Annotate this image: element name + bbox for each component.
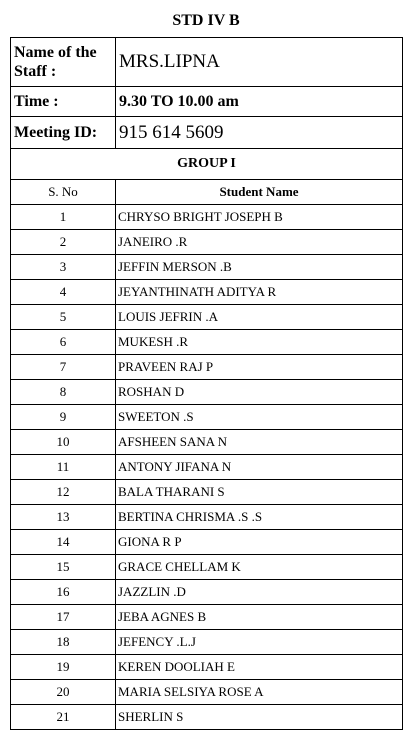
student-name: MARIA SELSIYA ROSE A — [116, 680, 403, 705]
sno-header: S. No — [11, 180, 116, 205]
table-row — [11, 405, 403, 430]
student-number: 20 — [11, 680, 116, 705]
table-row — [11, 205, 403, 230]
table-row — [11, 655, 403, 680]
table-row — [11, 580, 403, 605]
student-name: ANTONY JIFANA N — [116, 455, 403, 480]
table-row — [11, 380, 403, 405]
table-row — [11, 705, 403, 730]
table-row — [11, 555, 403, 580]
student-number: 3 — [11, 255, 116, 280]
student-number: 11 — [11, 455, 116, 480]
table-row — [11, 680, 403, 705]
student-number: 9 — [11, 405, 116, 430]
time-row — [11, 87, 403, 117]
student-name-header: Student Name — [116, 180, 403, 205]
student-name: KEREN DOOLIAH E — [116, 655, 403, 680]
student-number: 14 — [11, 530, 116, 555]
time-label: Time : — [11, 87, 116, 117]
student-name: BERTINA CHRISMA .S .S — [116, 505, 403, 530]
student-number: 13 — [11, 505, 116, 530]
student-number: 1 — [11, 205, 116, 230]
student-number: 2 — [11, 230, 116, 255]
staff-value: MRS.LIPNA — [116, 38, 403, 87]
student-number: 16 — [11, 580, 116, 605]
table-row — [11, 505, 403, 530]
table-row — [11, 480, 403, 505]
table-row — [11, 630, 403, 655]
student-name: JANEIRO .R — [116, 230, 403, 255]
student-name: JEFFIN MERSON .B — [116, 255, 403, 280]
table-row — [11, 330, 403, 355]
table-row — [11, 605, 403, 630]
student-name: CHRYSO BRIGHT JOSEPH B — [116, 205, 403, 230]
student-name: ROSHAN D — [116, 380, 403, 405]
student-number: 12 — [11, 480, 116, 505]
group-title: GROUP I — [11, 149, 403, 180]
student-number: 19 — [11, 655, 116, 680]
student-name: JEFENCY .L.J — [116, 630, 403, 655]
student-number: 5 — [11, 305, 116, 330]
table-row — [11, 530, 403, 555]
student-number: 8 — [11, 380, 116, 405]
table-row — [11, 255, 403, 280]
student-number: 4 — [11, 280, 116, 305]
staff-label: Name of the Staff : — [11, 38, 116, 87]
student-number: 10 — [11, 430, 116, 455]
table-row — [11, 305, 403, 330]
student-name: GRACE CHELLAM K — [116, 555, 403, 580]
group-row — [11, 149, 403, 180]
student-list — [11, 205, 403, 730]
student-name: PRAVEEN RAJ P — [116, 355, 403, 380]
student-name: SWEETON .S — [116, 405, 403, 430]
student-number: 21 — [11, 705, 116, 730]
student-number: 6 — [11, 330, 116, 355]
table-row — [11, 430, 403, 455]
table-header-row — [11, 180, 403, 205]
student-name: LOUIS JEFRIN .A — [116, 305, 403, 330]
table-row — [11, 355, 403, 380]
student-name: JAZZLIN .D — [116, 580, 403, 605]
student-name: BALA THARANI S — [116, 480, 403, 505]
student-name: MUKESH .R — [116, 330, 403, 355]
meeting-id-value: 915 614 5609 — [116, 117, 403, 149]
meeting-row — [11, 117, 403, 149]
student-number: 15 — [11, 555, 116, 580]
meeting-label: Meeting ID: — [11, 117, 116, 149]
time-value: 9.30 TO 10.00 am — [116, 87, 403, 117]
table-row — [11, 230, 403, 255]
class-schedule-table — [10, 37, 403, 730]
student-name: SHERLIN S — [116, 705, 403, 730]
page-title: STD IV B — [172, 12, 240, 29]
student-number: 7 — [11, 355, 116, 380]
student-name: AFSHEEN SANA N — [116, 430, 403, 455]
student-name: JEYANTHINATH ADITYA R — [116, 280, 403, 305]
table-row — [11, 455, 403, 480]
student-number: 18 — [11, 630, 116, 655]
student-number: 17 — [11, 605, 116, 630]
staff-row — [11, 38, 403, 87]
student-name: JEBA AGNES B — [116, 605, 403, 630]
student-name: GIONA R P — [116, 530, 403, 555]
table-row — [11, 280, 403, 305]
